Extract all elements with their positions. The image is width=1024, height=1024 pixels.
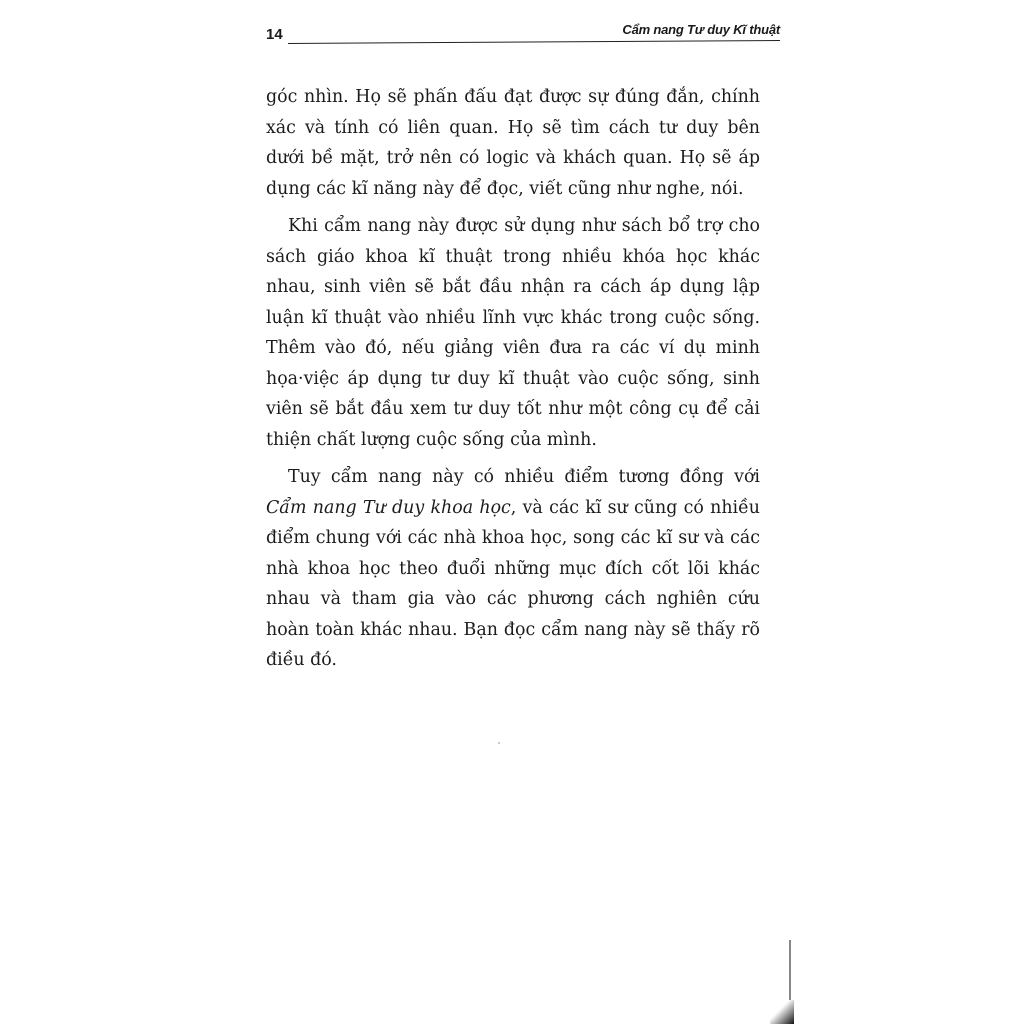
page-corner-shadow bbox=[770, 1000, 794, 1024]
header-rule bbox=[288, 40, 780, 44]
paragraph-3-start: Tuy cẩm nang này có nhiều điểm tương đồng với bbox=[288, 467, 760, 487]
page-header bbox=[266, 20, 786, 46]
running-title: Cẩm nang Tư duy Kĩ thuật bbox=[622, 22, 780, 37]
paper-speck bbox=[498, 742, 500, 744]
body-text bbox=[266, 82, 760, 683]
paragraph-3-end: , và các kĩ sư cũng có nhiều điểm chung với các nhà khoa học, song các kĩ sư và các nhà khoa học theo đuổi những mục đích cốt lõi khác nhau và tham gia vào các phương cách nghiên cứu hoàn toàn khác nhau. Bạn đọc cẩm nang này sẽ thấy rõ điều đó. bbox=[266, 497, 760, 670]
paragraph-2: Khi cẩm nang này được sử dụng như sách bổ trợ cho sách giáo khoa kĩ thuật trong nhiều khóa học khác nhau, sinh viên sẽ bắt đầu nhận ra cách áp dụng lập luận kĩ thuật vào nhiều lĩnh vực khác trong cuộc sống. Thêm vào đó, nếu giảng viên đưa ra các ví dụ minh họa·việc áp dụng tư duy kĩ thuật vào cuộc sống, sinh viên sẽ bắt đầu xem tư duy tốt như một công cụ để cải thiện chất lượng cuộc sống của mình. bbox=[266, 216, 760, 450]
page-number: 14 bbox=[266, 26, 283, 43]
paragraph-1: góc nhìn. Họ sẽ phấn đấu đạt được sự đúng đắn, chính xác và tính có liên quan. Họ sẽ tìm cách tư duy bên dưới bề mặt, trở nên có logic và khách quan. Họ sẽ áp dụng các kĩ năng này để đọc, viết cũng như nghe, nói. bbox=[266, 87, 760, 199]
paragraph-3 bbox=[266, 462, 760, 676]
book-title-reference: Cẩm nang Tư duy khoa học bbox=[266, 497, 511, 518]
page-edge-line bbox=[789, 940, 791, 1000]
